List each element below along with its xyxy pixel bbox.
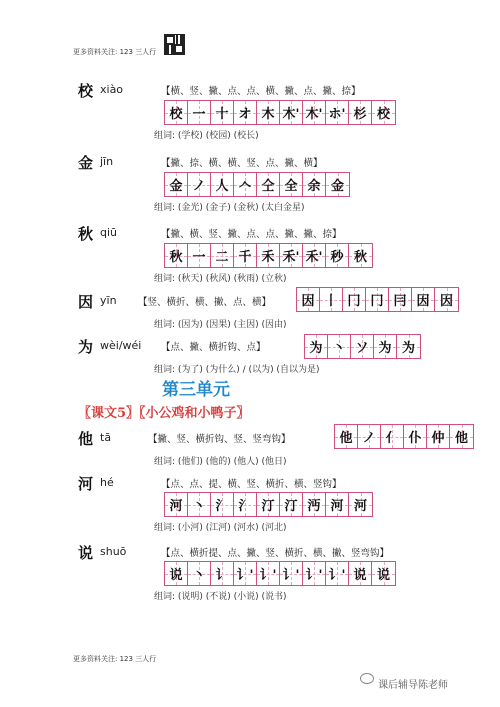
stroke-grid: [304, 334, 421, 359]
pinyin: xiào: [100, 83, 124, 96]
char-headword: 秋: [78, 225, 94, 243]
stroke-cell: 说: [372, 562, 395, 585]
stroke-cell: 为: [397, 335, 420, 358]
stroke-cell: 秋: [165, 244, 188, 267]
unit-title: 第三单元: [162, 380, 230, 400]
pinyin: yīn: [100, 294, 117, 307]
stroke-grid: [334, 424, 474, 449]
word-list: 组词: (他们) (他的) (他人) (他日): [154, 457, 287, 467]
stroke-cell: 氵: [234, 493, 257, 516]
stroke-cell: 二: [211, 244, 234, 267]
pinyin: jīn: [100, 155, 114, 168]
stroke-cell: 丶: [328, 335, 351, 358]
stroke-cell: 校: [372, 101, 395, 124]
char-headword: 说: [78, 544, 94, 562]
stroke-cell: 木': [280, 101, 303, 124]
stroke-cell: 𠆢: [234, 173, 257, 196]
stroke-cell: 为: [374, 335, 397, 358]
stroke-cell: 金: [165, 173, 188, 196]
stroke-cell: 亻: [381, 425, 404, 448]
lesson-title: 〖课文5〗〖小公鸡和小鸭子〗: [78, 406, 250, 421]
stroke-cell: 氵: [211, 493, 234, 516]
stroke-cell: 仆: [404, 425, 427, 448]
stroke-grid: [296, 287, 459, 312]
stroke-grid: [164, 172, 350, 197]
stroke-cell: 讠': [257, 562, 280, 585]
word-list: 组词: (因为) (因果) (主因) (因由): [154, 320, 287, 330]
stroke-grid: [164, 100, 396, 125]
stroke-cell: 冃: [389, 288, 412, 311]
pinyin: wèi/wéi: [100, 339, 142, 352]
stroke-cell: オ: [234, 101, 257, 124]
stroke-order-text: 【点、点、提、横、竖、横折、横、竖钩】: [161, 479, 342, 490]
stroke-order-text: 【点、撇、横折钩、点】: [161, 342, 266, 353]
stroke-cell: 河: [165, 493, 188, 516]
wechat-icon: [360, 673, 374, 684]
stroke-cell: 秒: [326, 244, 349, 267]
stroke-cell: 秋: [349, 244, 372, 267]
stroke-cell: 全: [280, 173, 303, 196]
word-list: 组词: (金光) (金子) (金秋) (太白金星): [154, 203, 305, 213]
stroke-cell: 仝: [257, 173, 280, 196]
stroke-cell: 冂: [366, 288, 389, 311]
stroke-cell: 为: [305, 335, 328, 358]
stroke-cell: 汀: [257, 493, 280, 516]
stroke-cell: 仲: [427, 425, 450, 448]
word-list: 组词: (小河) (江河) (河水) (河北): [154, 523, 287, 533]
stroke-cell: 讠': [326, 562, 349, 585]
stroke-cell: ソ: [351, 335, 374, 358]
word-list: 组词: (说明) (不说) (小说) (说书): [154, 592, 287, 602]
stroke-order-text: 【点、横折提、点、撇、竖、横折、横、撇、竖弯钩】: [161, 548, 390, 559]
page-footer: 更多资料关注: 123 三人行: [73, 655, 157, 663]
char-headword: 校: [78, 82, 94, 100]
stroke-cell: 禾: [257, 244, 280, 267]
stroke-cell: 丶: [188, 493, 211, 516]
stroke-cell: 讠: [211, 562, 234, 585]
stroke-cell: 一: [188, 244, 211, 267]
stroke-cell: 一: [188, 101, 211, 124]
brand-watermark: 课后辅导陈老师: [378, 680, 448, 691]
char-headword: 他: [78, 430, 94, 448]
stroke-cell: ノ: [358, 425, 381, 448]
stroke-grid: [164, 561, 396, 586]
char-headword: 为: [78, 338, 94, 356]
char-headword: 河: [78, 475, 94, 493]
stroke-cell: 他: [335, 425, 358, 448]
pinyin: shuō: [100, 545, 127, 558]
stroke-cell: 木: [257, 101, 280, 124]
stroke-cell: 千: [234, 244, 257, 267]
stroke-cell: 河: [349, 493, 372, 516]
word-list: 组词: (秋天) (秋风) (秋雨) (立秋): [154, 274, 287, 284]
stroke-cell: 他: [450, 425, 473, 448]
stroke-grid: [164, 492, 373, 517]
stroke-order-text: 【撇、竖、横折钩、竖、竖弯钩】: [148, 434, 291, 445]
pinyin: tā: [100, 431, 112, 444]
stroke-cell: 木': [303, 101, 326, 124]
stroke-cell: 冂: [343, 288, 366, 311]
stroke-cell: 因: [412, 288, 435, 311]
page-header: 更多资料关注: 123 三人行: [73, 48, 157, 56]
stroke-cell: 金: [326, 173, 349, 196]
char-headword: 因: [78, 293, 94, 311]
stroke-cell: 说: [165, 562, 188, 585]
stroke-cell: 余: [303, 173, 326, 196]
stroke-cell: 人: [211, 173, 234, 196]
stroke-grid: [164, 243, 373, 268]
stroke-cell: 讠': [280, 562, 303, 585]
char-headword: 金: [78, 154, 94, 172]
stroke-cell: 河: [326, 493, 349, 516]
stroke-order-text: 【撇、捺、横、横、竖、点、撇、横】: [161, 158, 323, 169]
stroke-cell: 讠': [234, 562, 257, 585]
stroke-cell: 校: [165, 101, 188, 124]
stroke-cell: 十: [211, 101, 234, 124]
stroke-cell: 沔: [303, 493, 326, 516]
stroke-cell: ホ': [326, 101, 349, 124]
stroke-cell: 杉: [349, 101, 372, 124]
stroke-cell: 说: [349, 562, 372, 585]
stroke-cell: 讠': [303, 562, 326, 585]
stroke-cell: 因: [297, 288, 320, 311]
stroke-cell: 丶: [188, 562, 211, 585]
stroke-cell: 汀: [280, 493, 303, 516]
stroke-order-text: 【竖、横折、横、撇、点、横】: [138, 297, 272, 308]
stroke-cell: 因: [435, 288, 458, 311]
stroke-order-text: 【撇、横、竖、撇、点、点、撇、撇、捺】: [161, 229, 342, 240]
stroke-order-text: 【横、竖、撇、点、点、横、撇、点、撇、捺】: [161, 86, 361, 97]
stroke-cell: 禾': [303, 244, 326, 267]
stroke-cell: 禾': [280, 244, 303, 267]
pinyin: qiū: [100, 226, 118, 239]
word-list: 组词: (为了) (为什么) / (以为) (自以为是): [154, 365, 320, 375]
word-list: 组词: (学校) (校园) (校长): [154, 131, 259, 141]
qr-code-icon: [165, 35, 184, 54]
stroke-cell: ノ: [188, 173, 211, 196]
pinyin: hé: [100, 476, 114, 489]
stroke-cell: 丨: [320, 288, 343, 311]
